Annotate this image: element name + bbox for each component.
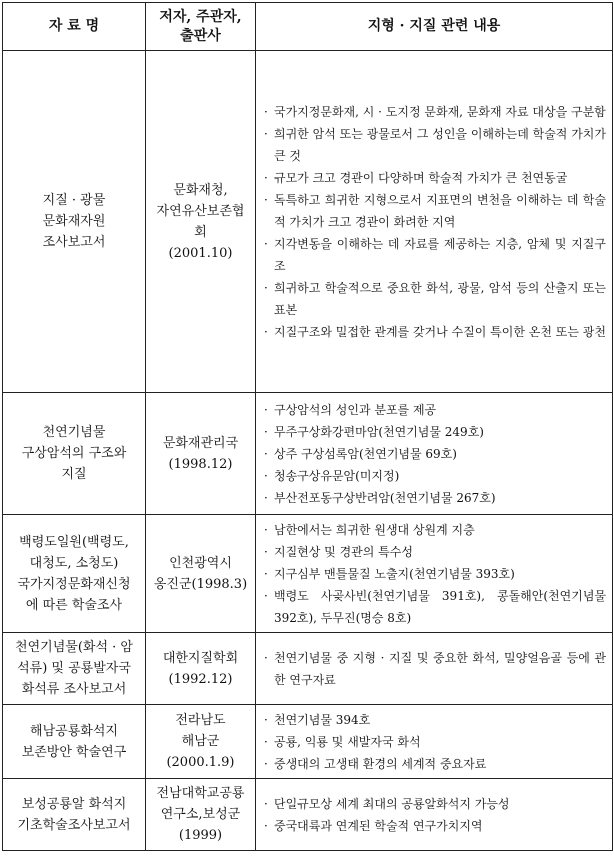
- header-row: [3, 3, 613, 51]
- content-item: · 천연기념물 394호: [262, 709, 606, 731]
- content-item: · 남한에서는 희귀한 원생대 상원계 지층: [262, 519, 606, 541]
- row-content: [256, 705, 613, 779]
- row-name: [3, 393, 146, 515]
- row-name: [3, 633, 146, 705]
- name-line: 조사보고서: [42, 235, 106, 250]
- row-content: [256, 393, 613, 515]
- data-table: [2, 2, 613, 851]
- name-line: 보성공룡알 화석지: [21, 796, 127, 812]
- row-content: [256, 515, 613, 633]
- name-line: 천연기념물(화석 · 암: [15, 640, 133, 655]
- table-row: [3, 633, 613, 705]
- content-item: · 상주 구상섬록암(천연기념물 69호): [262, 443, 606, 465]
- name-line: 지질: [61, 467, 87, 482]
- content-item: · 국가지정문화재, 시 · 도지정 문화재, 문화재 자료 대상을 구분함: [262, 101, 606, 123]
- name-line: 석류) 및 공룡발자국: [17, 661, 131, 676]
- content-item: · 독특하고 희귀한 지형으로서 지표면의 변천을 이해하는 데 학술적 가치가 크고 경관이 화려한 지역: [262, 189, 606, 233]
- name-line: 지질 · 광물: [42, 193, 106, 208]
- author-line: (1999): [178, 828, 223, 843]
- content-item: · 중생대의 고생태 환경의 세계적 중요자료: [262, 753, 606, 775]
- header-author: [146, 3, 256, 51]
- author-line: 옹진군(1998.3): [153, 576, 248, 592]
- name-line: 문화재자원: [42, 214, 106, 229]
- document-page: [2, 2, 612, 851]
- name-line: 화석류 조사보고서: [21, 682, 127, 697]
- name-line: 에 따른 학술조사: [25, 597, 123, 613]
- row-author: [146, 515, 256, 633]
- name-line: 구상암석의 구조와: [21, 446, 127, 461]
- author-line: (2001.10): [168, 245, 233, 261]
- author-line: 회: [194, 224, 207, 240]
- row-author: [146, 393, 256, 515]
- content-item: · 지질현상 및 경관의 특수성: [262, 541, 606, 563]
- name-line: 대청도, 소청도): [29, 555, 119, 571]
- content-item: · 규모가 크고 경관이 다양하며 학술적 가치가 큰 천연동굴: [262, 167, 606, 189]
- content-item: · 단일규모상 세계 최대의 공룡알화석지 가능성: [262, 793, 606, 815]
- author-line: 전남대학교공룡: [156, 786, 245, 801]
- content-item: · 부산전포동구상반려암(천연기념물 267호): [262, 487, 606, 509]
- author-line: 연구소,보성군: [160, 807, 241, 822]
- author-line: 전라남도: [175, 713, 226, 728]
- content-item: · 백령도 사곶사빈(천연기념물 391호), 콩돌해안(천연기념물 392호), 두무진(명승 8호): [262, 585, 606, 629]
- row-name: [3, 515, 146, 633]
- author-line: (1998.12): [168, 456, 233, 472]
- name-line: 백령도일원(백령도,: [19, 534, 129, 550]
- author-line: 자연유산보존협: [156, 203, 245, 219]
- content-item: · 무주구상화강편마암(천연기념물 249호): [262, 421, 606, 443]
- content-item: · 구상암석의 성인과 분포를 제공: [262, 399, 606, 421]
- name-line: 천연기념물: [42, 425, 106, 440]
- table-row: [3, 705, 613, 779]
- row-author: [146, 633, 256, 705]
- table-row: [3, 779, 613, 851]
- author-line: 문화재청,: [173, 182, 228, 198]
- name-line: 해남공룡화석지: [30, 723, 118, 739]
- row-content: [256, 51, 613, 393]
- header-name: 자 료 명: [3, 3, 146, 51]
- header-author-line2: 출판사: [180, 27, 221, 44]
- author-line: 대한지질학회: [162, 650, 239, 666]
- row-content: [256, 779, 613, 851]
- row-author: [146, 705, 256, 779]
- row-author: [146, 779, 256, 851]
- row-name: [3, 779, 146, 851]
- table-row: [3, 393, 613, 515]
- content-item: · 천연기념물 중 지형 · 지질 및 중요한 화석, 밀양얼음골 등에 관한 연구자료: [262, 647, 606, 691]
- content-item: · 청송구상유문암(미지정): [262, 465, 606, 487]
- row-content: [256, 633, 613, 705]
- author-line: (1992.12): [168, 671, 233, 687]
- row-name: [3, 705, 146, 779]
- author-line: 문화재관리국: [162, 435, 239, 451]
- content-item: · 지각변동을 이해하는 데 자료를 제공하는 지층, 암체 및 지질구조: [262, 233, 606, 277]
- author-line: 해남군(2000.1.9): [166, 734, 235, 770]
- name-line: 보존방안 학술연구: [21, 744, 127, 760]
- content-item: · 지질구조와 밀접한 관계를 갖거나 수질이 특이한 온천 또는 광천: [262, 321, 606, 343]
- header-content: 지형 · 지질 관련 내용: [256, 3, 613, 51]
- content-item: · 희귀한 암석 또는 광물로서 그 성인을 이해하는데 학술적 가치가 큰 것: [262, 123, 606, 167]
- name-line: 기초학술조사보고서: [17, 817, 131, 833]
- table-row: [3, 51, 613, 393]
- author-line: 인천광역시: [169, 555, 232, 571]
- name-line: 국가지정문화재신청: [17, 576, 131, 592]
- content-item: · 중국대륙과 연계된 학술적 연구가치지역: [262, 815, 606, 837]
- row-author: [146, 51, 256, 393]
- content-item: · 희귀하고 학술적으로 중요한 화석, 광물, 암석 등의 산출지 또는 표본: [262, 277, 606, 321]
- content-item: · 지구심부 맨틀물질 노출지(천연기념물 393호): [262, 563, 606, 585]
- table-row: [3, 515, 613, 633]
- header-author-line1: 저자, 주관자,: [159, 8, 242, 25]
- row-name: [3, 51, 146, 393]
- content-item: · 공룡, 익룡 및 새발자국 화석: [262, 731, 606, 753]
